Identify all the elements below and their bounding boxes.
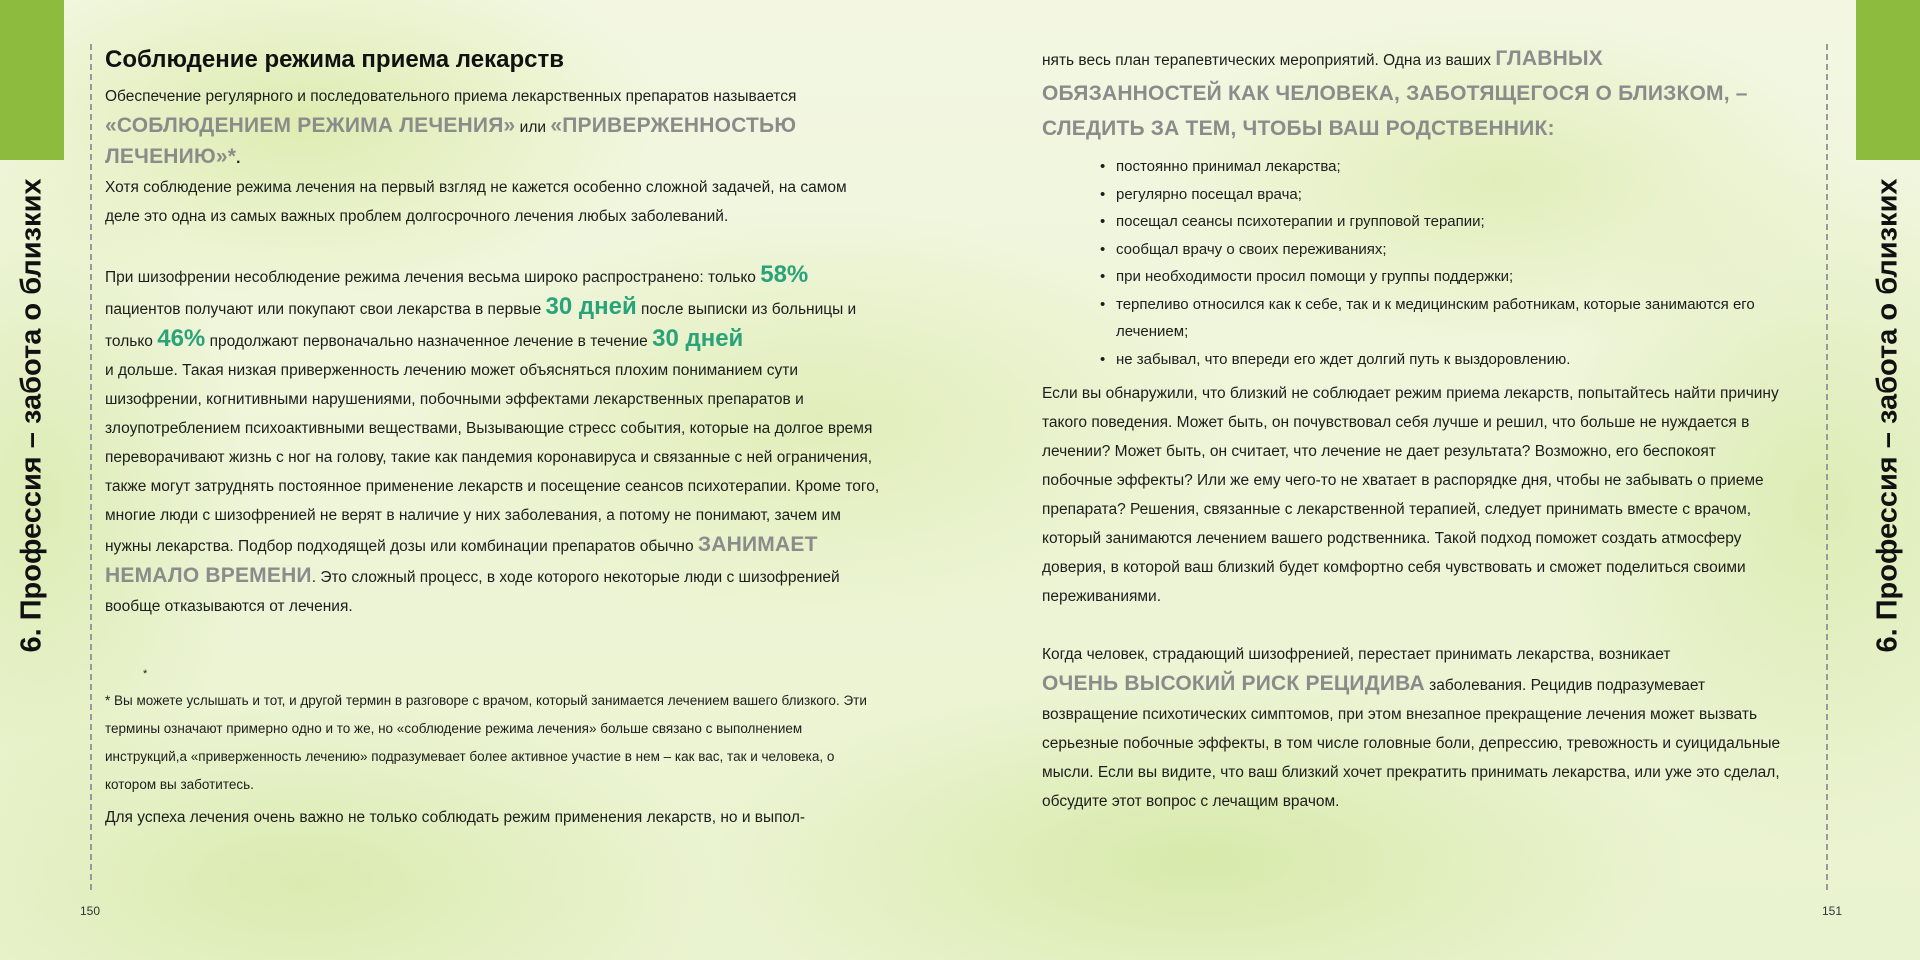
page-number: 150	[80, 904, 101, 918]
left-text-column	[105, 42, 885, 832]
statistic: 46%	[157, 325, 206, 352]
dashed-margin-line	[1826, 44, 1828, 890]
statistic: 30 дней	[545, 293, 637, 320]
list-item: • при необходимости просил помощи у группы поддержки;	[1100, 263, 1782, 291]
statistic: 58%	[760, 261, 809, 288]
paragraph: Обеспечение регулярного и последовательного приема лекарственных препаратов называется «СОБЛЮДЕНИЕМ РЕЖИМА ЛЕЧЕНИЯ» или «ПРИВЕРЖЕННОСТЬЮ ЛЕЧЕНИЮ»*. Хотя соблюдение режима лечения на первый взгляд не кажется особенно сложной задачей, на самом деле это одна из самых важных проблем долгосрочного лечения любых заболеваний.	[105, 88, 847, 225]
footnote-marker: *	[143, 668, 148, 680]
paragraph: Когда человек, страдающий шизофренией, перестает принимать лекарства, возникает ОЧЕНЬ ВЫСОКИЙ РИСК РЕЦИДИВА заболевания. Рецидив подразумевает возвращение психотических симптомов, при этом внезапное прекращение лечения может вызвать серьезные побочные эффекты, в том числе головные боли, депрессию, тревожность и суицидальные мысли. Если вы видите, что ваш близкий хочет прекратить принимать лекарства, или уже это сделал, обсудите этот вопрос с лечащим врачом.	[1042, 646, 1781, 810]
chapter-tab	[1856, 0, 1920, 160]
paragraph: Для успеха лечения очень важно не только соблюдать режим применения лекарств, но и выпол-	[105, 809, 806, 826]
responsibility-list	[1100, 153, 1782, 373]
chapter-side-title: 6. Профессия – забота о близких	[1871, 177, 1904, 653]
paragraph: При шизофрении несоблюдение режима лечения весьма широко распространено: только 58% пациентов получают или покупают свои лекарства в первые 30 дней после выписки из больницы и только 46% продолжают первоначально назначенное лечение в течение 30 дней и дольше. Такая низкая приверженность лечению может объясняться плохим пониманием сути шизофрении, когнитивными нарушениями, побочными эффектами лекарственных препаратов и злоупотреблением психоактивными веществами, Вызывающие стресс события, которые на долгое время переворачивают жизнь с ног на голову, такие как пандемия коронавируса и связанные с ней ограничения, также могут затруднять постоянное применение лекарств и посещение сеансов психотерапии. Кроме того, многие люди с шизофренией не верят в наличие у них заболевания, а потому не понимают, зачем им нужны лекарства. Подбор подходящей дозы или комбинации препаратов обычно ЗАНИМАЕТ НЕМАЛО ВРЕМЕНИ. Это сложный процесс, в ходе которого некоторые люди с шизофренией вообще отказываются от лечения.	[105, 261, 880, 615]
chapter-side-title: 6. Профессия – забота о близких	[15, 177, 48, 653]
paragraph: Если вы обнаружили, что близкий не соблюдает режим приема лекарств, попытайтесь найти причину такого поведения. Может быть, он почувствовал себя лучше и решил, что больше не нуждается в лечении? Может быть, он считает, что лечение не дает результата? Возможно, его беспокоят побочные эффекты? Или же ему чего-то не хватает в распорядке дня, чтобы не забывать о приеме препарата? Решения, связанные с лекарственной терапией, следует принимать вместе с врачом, который занимаются лечением вашего родственника. Такой подход поможет создать атмосферу доверия, в которой ваш близкий будет комфортно себя чувствовать и сможет поделиться своими переживаниями.	[1042, 385, 1779, 605]
highlight-term: «ПРИВЕРЖЕННОСТЬЮ ЛЕЧЕНИЮ»*	[105, 114, 797, 168]
statistic: 30 дней	[652, 325, 744, 352]
list-item: • сообщал врачу о своих переживаниях;	[1100, 236, 1782, 264]
list-item: • посещал сеансы психотерапии и групповой терапии;	[1100, 208, 1782, 236]
list-item: • регулярно посещал врача;	[1100, 181, 1782, 209]
highlight-term: ГЛАВНЫХ ОБЯЗАННОСТЕЙ КАК ЧЕЛОВЕКА, ЗАБОТЯЩЕГОСЯ О БЛИЗКОМ, – СЛЕДИТЬ ЗА ТЕМ, ЧТОБЫ ВАШ РОДСТВЕННИК	[1042, 47, 1748, 140]
section-heading: Соблюдение режима приема лекарств	[105, 46, 564, 73]
highlight-term: ЗАНИМАЕТ НЕМАЛО ВРЕМЕНИ	[105, 533, 818, 587]
dashed-margin-line	[90, 44, 92, 890]
list-item: • постоянно принимал лекарства;	[1100, 153, 1782, 181]
paragraph: нять весь план терапевтических мероприятий. Одна из ваших ГЛАВНЫХ ОБЯЗАННОСТЕЙ КАК ЧЕЛОВЕКА, ЗАБОТЯЩЕГОСЯ О БЛИЗКОМ, – СЛЕДИТЬ ЗА ТЕМ, ЧТОБЫ ВАШ РОДСТВЕННИК:	[1042, 47, 1748, 140]
list-item: • не забывал, что впереди его ждет долгий путь к выздоровлению.	[1100, 346, 1782, 374]
chapter-tab	[0, 0, 64, 160]
right-page	[960, 0, 1920, 960]
highlight-term: «СОБЛЮДЕНИЕМ РЕЖИМА ЛЕЧЕНИЯ»	[105, 114, 516, 137]
page-number: 151	[1822, 904, 1843, 918]
right-text-column	[1042, 42, 1782, 816]
footnote: * Вы можете услышать и тот, и другой термин в разговоре с врачом, который занимается лечением вашего близкого. Эти термины означают примерно одно и то же, но «соблюдение режима лечения» больше связано с выполнением инструкций,а «приверженность лечению» подразумевает более активное участие в нем – как вас, так и человека, о котором вы заботитесь.	[105, 693, 867, 792]
list-item: • терпеливо относился как к себе, так и к медицинским работникам, которые занимаются его лечением;	[1100, 291, 1782, 346]
highlight-term: ОЧЕНЬ ВЫСОКИЙ РИСК РЕЦИДИВА	[1042, 672, 1425, 695]
